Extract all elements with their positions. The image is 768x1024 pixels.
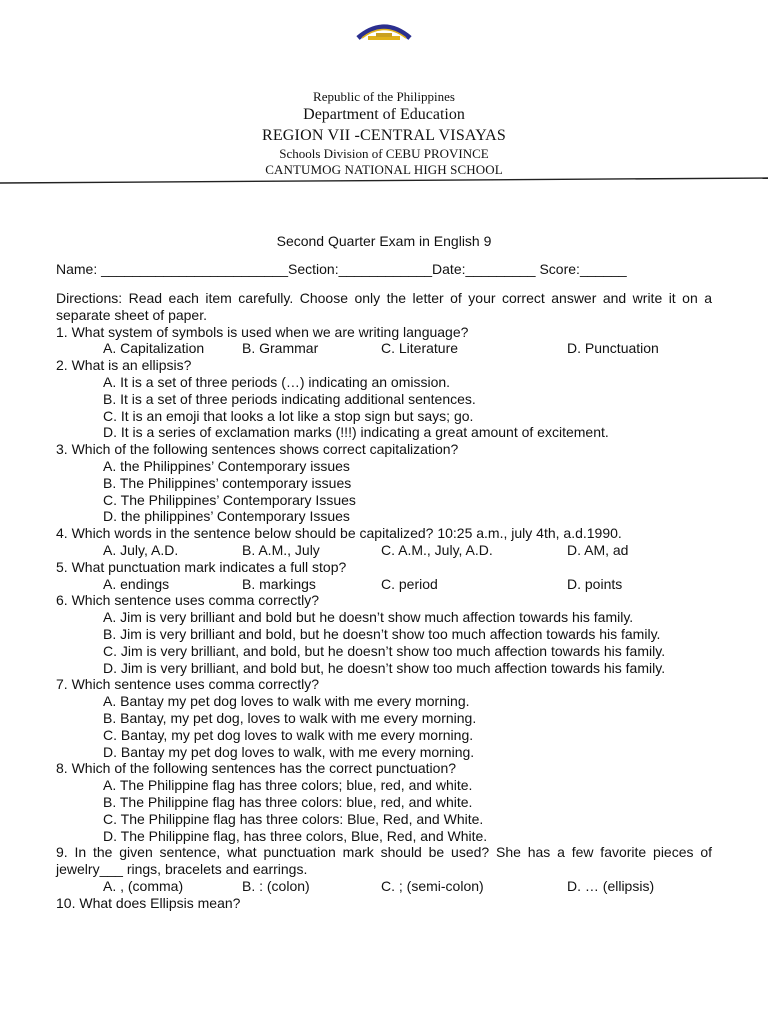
- option-a: A. Capitalization: [103, 340, 205, 357]
- options-row: [56, 340, 712, 357]
- section-label: Section:: [288, 261, 339, 277]
- score-label: Score:: [539, 261, 580, 277]
- option-b: B. It is a set of three periods indicating additional sentences.: [103, 390, 476, 407]
- option-d: D. points: [567, 575, 623, 592]
- option-a: A. , (comma): [103, 877, 184, 894]
- directions: Directions: Read each item carefully. Choose only the letter of your correct answer and write it on a separate sheet of paper.: [56, 290, 712, 323]
- date-field[interactable]: _________: [465, 261, 536, 277]
- option-c: C. ; (semi-colon): [381, 877, 484, 894]
- option-d: D. the philippines’ Contemporary Issues: [103, 508, 350, 525]
- question-3: 3. Which of the following sentences shows correct capitalization?: [56, 441, 459, 458]
- question-2: 2. What is an ellipsis?: [56, 357, 192, 374]
- division-line: Schools Division of CEBU PROVINCE: [279, 146, 489, 161]
- option-a: A. Jim is very brilliant and bold but he doesn’t show much affection towards his family.: [103, 609, 634, 626]
- option-d: D. AM, ad: [567, 541, 629, 558]
- option-b: B. A.M., July: [242, 541, 320, 558]
- option-c: C. A.M., July, A.D.: [381, 541, 493, 558]
- option-a: A. Bantay my pet dog loves to walk with me every morning.: [103, 693, 470, 710]
- section-field[interactable]: ____________: [338, 261, 433, 277]
- date-label: Date:: [432, 261, 466, 277]
- question-5: 5. What punctuation mark indicates a full stop?: [56, 558, 347, 575]
- deped-logo: [354, 22, 414, 42]
- option-d: D. It is a series of exclamation marks (!!!) indicating a great amount of excitement.: [103, 424, 609, 441]
- name-field[interactable]: ________________________: [101, 261, 288, 277]
- school-line: CANTUMOG NATIONAL HIGH SCHOOL: [265, 162, 503, 177]
- department-line: Department of Education: [303, 106, 465, 123]
- option-c: C. Literature: [381, 340, 459, 357]
- question-1: 1. What system of symbols is used when we are writing language?: [56, 323, 469, 340]
- option-c: C. The Philippine flag has three colors: Blue, Red, and White.: [103, 810, 484, 827]
- question-7: 7. Which sentence uses comma correctly?: [56, 676, 319, 693]
- option-a: A. The Philippine flag has three colors; blue, red, and white.: [103, 777, 473, 794]
- option-b: B. Bantay, my pet dog, loves to walk with me every morning.: [103, 709, 477, 726]
- letterhead: [0, 88, 768, 178]
- option-d: D. … (ellipsis): [567, 877, 655, 894]
- option-c: C. It is an emoji that looks a lot like a stop sign but says; go.: [103, 407, 474, 424]
- question-9: 9. In the given sentence, what punctuation mark should be used? She has a few favorite pieces of jewelry___ rings, bracelets and earrings.: [56, 844, 712, 878]
- options-row: [56, 542, 712, 559]
- option-d: D. The Philippine flag, has three colors, Blue, Red, and White.: [103, 827, 488, 844]
- option-d: D. Bantay my pet dog loves to walk, with me every morning.: [103, 743, 475, 760]
- option-d: D. Jim is very brilliant, and bold but, he doesn’t show too much affection towards his family.: [103, 659, 666, 676]
- deped-seal-icon: [354, 22, 414, 42]
- option-b: B. Grammar: [242, 340, 319, 357]
- option-b: B. markings: [242, 575, 316, 592]
- score-field[interactable]: ______: [579, 261, 627, 277]
- question-4: 4. Which words in the sentence below should be capitalized? 10:25 a.m., july 4th, a.d.1990.: [56, 525, 622, 542]
- option-d: D. Punctuation: [567, 340, 659, 357]
- student-info-line: [56, 261, 716, 278]
- option-b: B. : (colon): [242, 877, 310, 894]
- option-a: A. the Philippines’ Contemporary issues: [103, 457, 350, 474]
- question-8: 8. Which of the following sentences has the correct punctuation?: [56, 760, 457, 777]
- option-a: A. July, A.D.: [103, 541, 179, 558]
- options-row: [56, 576, 712, 593]
- question-10: 10. What does Ellipsis mean?: [56, 894, 241, 911]
- header-divider: [0, 176, 768, 184]
- option-c: C. period: [381, 575, 438, 592]
- republic-line: Republic of the Philippines: [313, 89, 455, 104]
- question-6: 6. Which sentence uses comma correctly?: [56, 592, 319, 609]
- option-a: A. It is a set of three periods (…) indicating an omission.: [103, 373, 451, 390]
- options-row: [56, 878, 712, 895]
- option-b: B. Jim is very brilliant and bold, but he doesn’t show too much affection towards his family.: [103, 625, 661, 642]
- option-b: B. The Philippines’ contemporary issues: [103, 474, 352, 491]
- exam-title: Second Quarter Exam in English 9: [276, 233, 492, 249]
- name-label: Name:: [56, 261, 98, 277]
- region-line: REGION VII -CENTRAL VISAYAS: [261, 127, 507, 144]
- option-a: A. endings: [103, 575, 170, 592]
- option-c: C. Jim is very brilliant, and bold, but he doesn’t show too much affection towards his family.: [103, 642, 666, 659]
- option-c: C. Bantay, my pet dog loves to walk with me every morning.: [103, 726, 474, 743]
- option-c: C. The Philippines’ Contemporary Issues: [103, 491, 356, 508]
- exam-body: [56, 290, 712, 911]
- option-b: B. The Philippine flag has three colors: blue, red, and white.: [103, 793, 473, 810]
